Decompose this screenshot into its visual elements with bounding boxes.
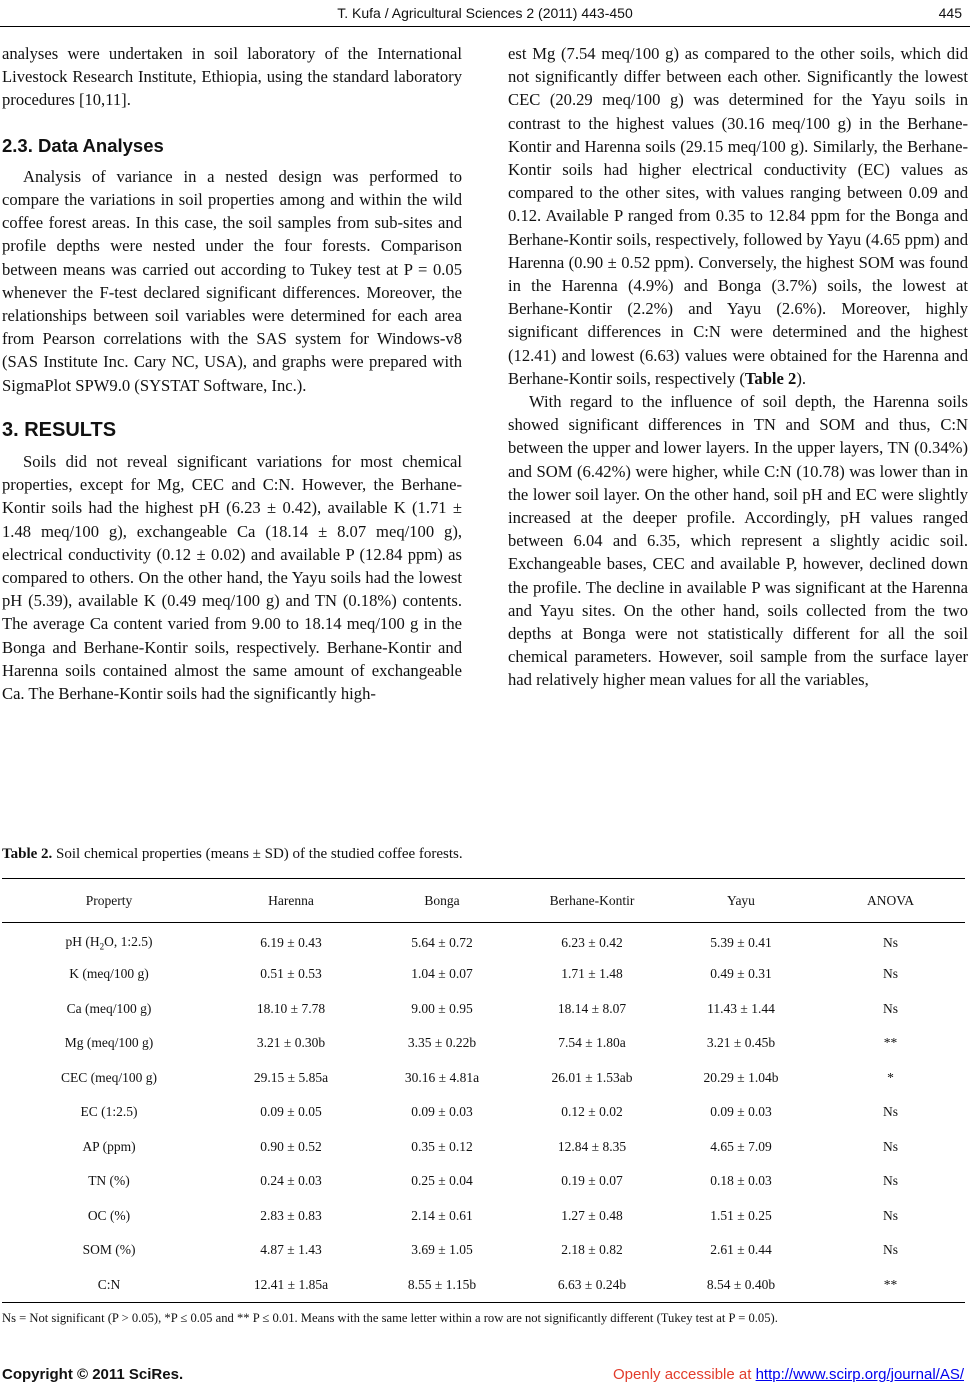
ph-label-b: O, 1:2.5) bbox=[104, 934, 153, 950]
cell-anova: Ns bbox=[882, 1138, 898, 1154]
cell-value: 0.12 ± 0.02 bbox=[561, 1104, 623, 1120]
cell-value: 2.61 ± 0.44 bbox=[710, 1242, 772, 1258]
table-2-reference: Table 2 bbox=[744, 368, 797, 388]
cell-property: AP (ppm) bbox=[82, 1138, 136, 1154]
table-row bbox=[2, 1026, 965, 1061]
table-footnote: Ns = Not significant (P > 0.05), *P ≤ 0.05 and ** P ≤ 0.01. Means with the same letter within a row are not significantly different (Tukey test at P = 0.05). bbox=[2, 1311, 778, 1325]
cell-value: 3.21 ± 0.45b bbox=[706, 1035, 776, 1051]
header-bonga: Bonga bbox=[366, 879, 518, 923]
results-2-text: est Mg (7.54 meq/100 g) as compared to the other soils, which did not significantly differ between each other. Significantly the lowest CEC (20.29 meq/100 g) was determined for the Yayu soils in contrast to the highest values (30.16 meq/100 g) in the Berhane-Kontir and Harenna soils (29.15 meq/100 g). Similarly, the Berhane-Kontir soils had higher electrical conductivity (EC) values as compared to the other sites, with values ranging between 0.09 and 0.12. Available P ranged from 0.35 to 12.84 ppm for the Bonga and Berhane-Kontir soils, respectively, followed by Yayu (4.65 ppm) and Harenna (0.90 ± 0.52 ppm). Conversely, the highest SOM was found in the Harenna (4.9%) and Bonga (3.7%) soils, the lowest at Berhane-Kontir (2.2%) and Yayu (2.6%). Moreover, highly significant differences in C:N were determined and the highest (12.41) and lowest (6.63) values were obtained for the Harenna and Berhane-Kontir soils, respectively ( bbox=[508, 44, 968, 388]
cell-property: C:N bbox=[2, 1268, 216, 1303]
open-access-notice bbox=[613, 1366, 964, 1383]
table-row bbox=[2, 1268, 965, 1303]
table-row bbox=[2, 923, 965, 958]
journal-link[interactable]: http://www.scirp.org/journal/AS/ bbox=[755, 1366, 964, 1383]
header-anova: ANOVA bbox=[816, 879, 965, 923]
table-row bbox=[2, 992, 965, 1027]
cell-property: CEC (meq/100 g) bbox=[61, 1069, 157, 1085]
page-number: 445 bbox=[938, 5, 962, 21]
cell-value: 2.83 ± 0.83 bbox=[260, 1207, 322, 1223]
cell-value: 0.19 ± 0.07 bbox=[561, 1173, 623, 1189]
table-row bbox=[2, 957, 965, 992]
cell-property: Mg (meq/100 g) bbox=[64, 1035, 154, 1051]
cell-property bbox=[2, 923, 216, 958]
results-2-end: ). bbox=[796, 368, 807, 388]
running-header bbox=[0, 0, 970, 26]
cell-value: 20.29 ± 1.04b bbox=[703, 1069, 779, 1085]
cell-value: 0.24 ± 0.03 bbox=[260, 1173, 322, 1189]
left-column bbox=[2, 42, 462, 705]
cell-value: 4.65 ± 7.09 bbox=[710, 1138, 772, 1154]
cell-value: 12.41 ± 1.85a bbox=[216, 1268, 366, 1303]
cell-anova: ** bbox=[883, 1035, 898, 1051]
cell-value: 5.39 ± 0.41 bbox=[710, 935, 772, 950]
paragraph-soil-depth: With regard to the influence of soil depth, the Harenna soils showed significant differences in TN and SOM and thus, C:N between the upper and lower layers. In the upper layers, TN (0.34%) and SOM (6.42%) were higher, while C:N (10.78) was lower than in the lower soil layer. On the other hand, soil pH and EC were slightly increased at the deeper profile. Accordingly, pH values ranged between 6.04 and 6.35, which represent a slightly acidic soil. Exchangeable bases, CEC and available P, however, declined down the profile. The decline in available P was significant at the Harenna and Yayu sites. On the other hand, soils collected from the two depths at Bonga were not statistically different for all the soil chemical parameters. However, soil sample from the surface layer had relatively higher mean values for all the variables, bbox=[508, 392, 968, 690]
header-harenna: Harenna bbox=[216, 879, 366, 923]
cell-anova: ** bbox=[816, 1268, 965, 1303]
cell-value: 0.09 ± 0.03 bbox=[411, 1104, 473, 1120]
cell-value: 8.54 ± 0.40b bbox=[666, 1268, 816, 1303]
cell-property: SOM (%) bbox=[82, 1242, 136, 1258]
copyright-notice: Copyright © 2011 SciRes. bbox=[2, 1366, 184, 1383]
table-caption-text: Soil chemical properties (means ± SD) of the studied coffee forests. bbox=[52, 846, 463, 862]
cell-value: 0.90 ± 0.52 bbox=[260, 1138, 322, 1154]
cell-value: 5.64 ± 0.72 bbox=[411, 935, 473, 950]
cell-property: K (meq/100 g) bbox=[69, 966, 149, 982]
cell-anova: Ns bbox=[882, 1000, 898, 1016]
cell-value: 9.00 ± 0.95 bbox=[411, 1000, 473, 1016]
cell-value: 0.51 ± 0.53 bbox=[260, 966, 322, 982]
table-caption bbox=[2, 846, 962, 863]
cell-value: 18.14 ± 8.07 bbox=[557, 1000, 627, 1016]
cell-anova: Ns bbox=[882, 1173, 898, 1189]
cell-anova: Ns bbox=[882, 1242, 898, 1258]
cell-value: 12.84 ± 8.35 bbox=[557, 1138, 627, 1154]
cell-value: 0.35 ± 0.12 bbox=[411, 1138, 473, 1154]
cell-property: OC (%) bbox=[87, 1207, 131, 1223]
cell-anova: Ns bbox=[882, 1207, 898, 1223]
cell-value: 0.09 ± 0.03 bbox=[710, 1104, 772, 1120]
cell-anova: Ns bbox=[882, 966, 898, 982]
table-caption-label: Table 2. bbox=[2, 846, 53, 862]
cell-value: 6.63 ± 0.24b bbox=[518, 1268, 666, 1303]
heading-results: 3. RESULTS bbox=[2, 418, 117, 441]
open-access-text: Openly accessible at bbox=[613, 1366, 756, 1383]
heading-data-analyses: 2.3. Data Analyses bbox=[2, 134, 164, 156]
right-column bbox=[508, 42, 968, 692]
cell-property: TN (%) bbox=[88, 1173, 130, 1189]
header-property: Property bbox=[2, 879, 216, 923]
cell-value: 0.09 ± 0.05 bbox=[260, 1104, 322, 1120]
cell-value: 3.21 ± 0.30b bbox=[256, 1035, 326, 1051]
cell-value: 0.25 ± 0.04 bbox=[411, 1173, 473, 1189]
table-row bbox=[2, 1095, 965, 1130]
header-berhane-kontir: Berhane-Kontir bbox=[518, 879, 666, 923]
cell-anova: * bbox=[887, 1069, 894, 1085]
paragraph-results-1: Soils did not reveal significant variations for most chemical properties, except for Mg, CEC and C:N. However, the Berhane-Kontir soils had the highest pH (6.23 ± 0.42), available K (1.71 ± 1.48 meq/100 g), exchangeable Ca (18.14 ± 8.07 meq/100 g), electrical conductivity (0.12 ± 0.02) and available P (12.84 ppm) as compared to others. On the other hand, the Yayu soils had the lowest pH (5.39), available K (0.49 meq/100 g) and TN (0.18%) contents. The average Ca content varied from 9.00 to 18.14 meq/100 g in the Bonga and Berhane-Kontir soils, respectively. Berhane-Kontir and Harenna soils contained almost the same amount of exchangeable Ca. The Berhane-Kontir soils had the significantly high- bbox=[2, 452, 462, 704]
table-row bbox=[2, 1164, 965, 1199]
cell-property: Ca (meq/100 g) bbox=[66, 1000, 152, 1016]
table-row bbox=[2, 1130, 965, 1165]
cell-value: 1.04 ± 0.07 bbox=[411, 966, 473, 982]
paragraph-results-2 bbox=[508, 42, 968, 390]
ph-label-sub: 2 bbox=[99, 941, 105, 952]
cell-value: 18.10 ± 7.78 bbox=[256, 1000, 326, 1016]
cell-anova: Ns bbox=[882, 1104, 898, 1120]
header-rule bbox=[0, 26, 970, 27]
table-row bbox=[2, 1061, 965, 1096]
cell-value: 11.43 ± 1.44 bbox=[707, 1000, 775, 1016]
cell-property: EC (1:2.5) bbox=[80, 1104, 138, 1120]
cell-value: 3.35 ± 0.22b bbox=[407, 1035, 477, 1051]
cell-value: 0.49 ± 0.31 bbox=[710, 966, 772, 982]
cell-value: 0.18 ± 0.03 bbox=[710, 1173, 772, 1189]
cell-value: 3.69 ± 1.05 bbox=[411, 1242, 473, 1258]
table-row bbox=[2, 1199, 965, 1234]
ph-label-a: pH (H bbox=[65, 934, 100, 950]
table-row bbox=[2, 1233, 965, 1268]
running-title: T. Kufa / Agricultural Sciences 2 (2011) 443-450 bbox=[337, 5, 633, 21]
header-yayu: Yayu bbox=[666, 879, 816, 923]
soil-properties-table bbox=[2, 878, 965, 1303]
cell-value: 30.16 ± 4.81a bbox=[404, 1069, 480, 1085]
paragraph-data-analyses: Analysis of variance in a nested design was performed to compare the variations in soil properties among and within the wild coffee forest areas. In this case, the soil samples from sub-sites and profile depths were nested under the four forests. Comparison between means was carried out according to Tukey test at P = 0.05 whenever the F-test declared significant differences. Moreover, the relationships between soil variables were determined for each area from Pearson correlations with the SAS system for Windows-v8 (SAS Institute Inc. Cary NC, USA), and graphs were prepared with SigmaPlot SPW9.0 (SYSTAT Software, Inc.). bbox=[2, 166, 462, 395]
cell-value: 1.71 ± 1.48 bbox=[561, 966, 623, 982]
cell-value: 2.14 ± 0.61 bbox=[411, 1207, 473, 1223]
cell-value: 1.51 ± 0.25 bbox=[710, 1207, 772, 1223]
cell-anova: Ns bbox=[882, 935, 898, 950]
cell-value: 7.54 ± 1.80a bbox=[558, 1035, 626, 1051]
cell-value: 2.18 ± 0.82 bbox=[561, 1242, 623, 1258]
cell-value: 26.01 ± 1.53ab bbox=[551, 1069, 633, 1085]
cell-value: 8.55 ± 1.15b bbox=[366, 1268, 518, 1303]
paragraph-lab-analyses: analyses were undertaken in soil laboratory of the International Livestock Research Institute, Ethiopia, using the standard laboratory procedures [10,11]. bbox=[2, 44, 462, 110]
cell-value: 4.87 ± 1.43 bbox=[260, 1242, 322, 1258]
table-header-row bbox=[2, 879, 965, 923]
cell-value: 6.19 ± 0.43 bbox=[260, 935, 322, 950]
cell-value: 1.27 ± 0.48 bbox=[561, 1207, 623, 1223]
cell-value: 29.15 ± 5.85a bbox=[253, 1069, 329, 1085]
cell-value: 6.23 ± 0.42 bbox=[561, 935, 623, 950]
